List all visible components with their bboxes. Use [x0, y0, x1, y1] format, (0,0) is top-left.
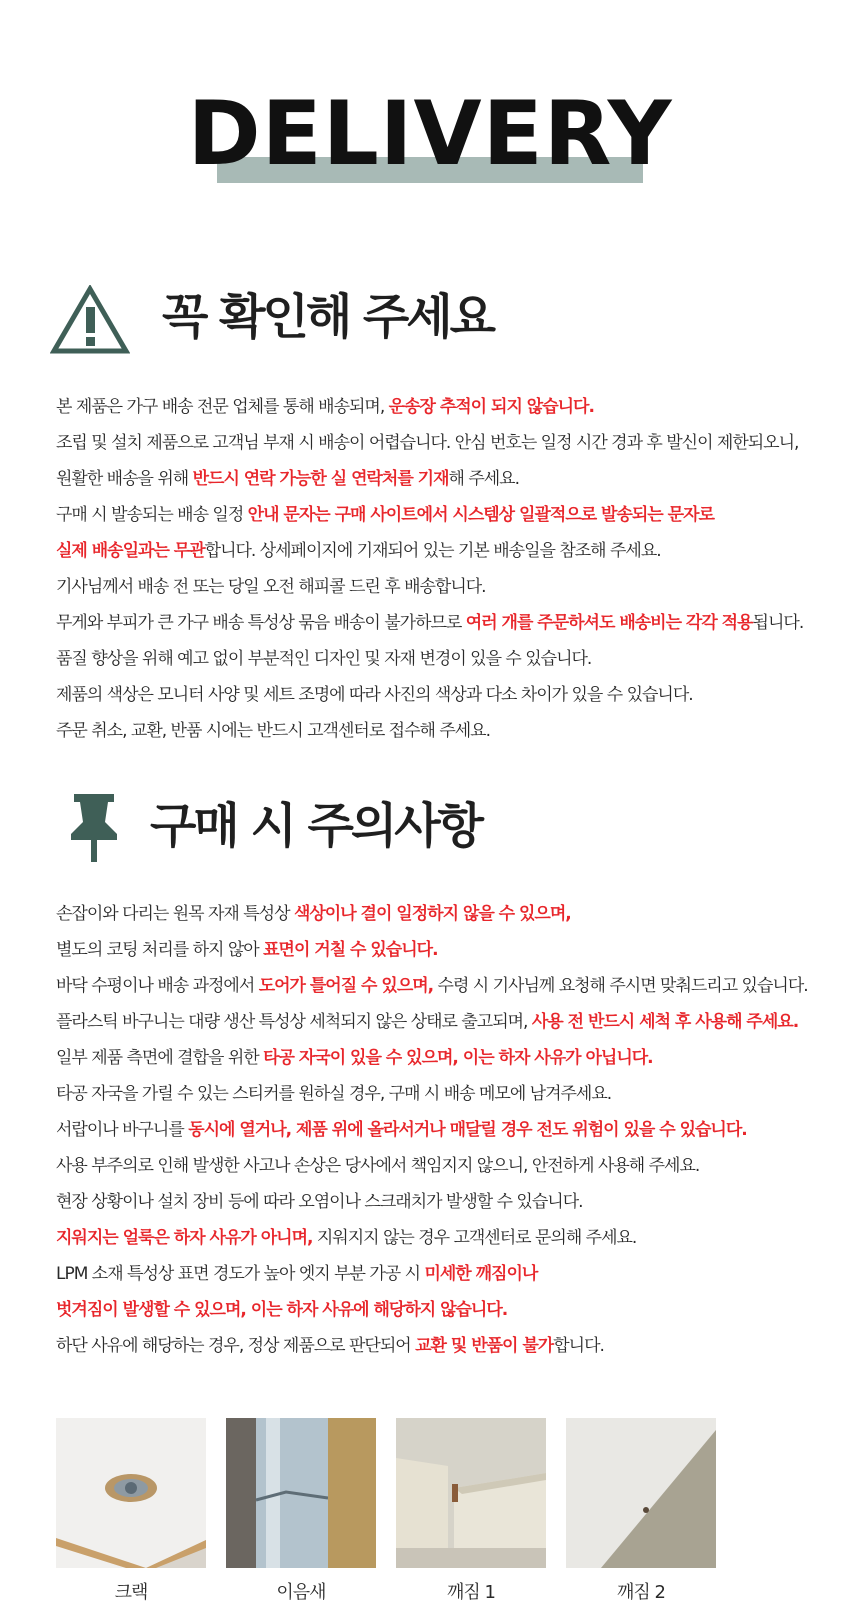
body-text: 일부 제품 측면에 결합을 위한 [56, 1048, 264, 1068]
photo-chip-1 [396, 1418, 546, 1604]
notice-line [56, 641, 846, 677]
notice-line [56, 461, 846, 497]
body-text: 구매 시 발송되는 배송 일정 [56, 505, 248, 525]
delivery-header [0, 0, 860, 210]
body-text: 기사님께서 배송 전 또는 당일 오전 해피콜 드린 후 배송합니다. [56, 577, 486, 597]
caution-line [56, 896, 846, 932]
body-text: 본 제품은 가구 배송 전문 업체를 통해 배송되며, [56, 397, 389, 417]
body-text: 플라스틱 바구니는 대량 생산 특성상 세척되지 않은 상태로 출고되며, [56, 1012, 532, 1032]
body-text: 됩니다. [752, 613, 804, 633]
highlight-text: 표면이 거칠 수 있습니다. [263, 940, 438, 960]
body-text: 수령 시 기사님께 요청해 주시면 맞춰드리고 있습니다. [433, 976, 808, 996]
highlight-text: 운송장 추적이 되지 않습니다. [388, 397, 594, 417]
caution-line [56, 1148, 846, 1184]
photo-caption: 이음새 [276, 1582, 326, 1603]
notice-section-header [50, 285, 510, 365]
photo-caption: 깨짐 2 [617, 1582, 665, 1603]
body-text: 타공 자국을 가릴 수 있는 스티커를 원하실 경우, 구매 시 배송 메모에 남겨주세요. [56, 1084, 612, 1104]
highlight-text: 색상이나 결이 일정하지 않을 수 있으며, [293, 904, 571, 924]
caution-line [56, 1220, 846, 1256]
caution-line [56, 1256, 846, 1292]
notice-line [56, 605, 846, 641]
notice-line [56, 425, 846, 461]
pushpin-icon [64, 792, 124, 864]
body-text: 조립 및 설치 제품으로 고객님 부재 시 배송이 어렵습니다. 안심 번호는 일정 시간 경과 후 발신이 제한되오니, [56, 433, 799, 453]
caution-line [56, 1184, 846, 1220]
photo-crack [56, 1418, 206, 1604]
notice-line [56, 533, 846, 569]
caution-line [56, 1328, 846, 1364]
body-text: 현장 상황이나 설치 장비 등에 따라 오염이나 스크래치가 발생할 수 있습니다. [56, 1192, 583, 1212]
body-text: 무게와 부피가 큰 가구 배송 특성상 묶음 배송이 불가하므로 [56, 613, 466, 633]
caution-line [56, 1076, 846, 1112]
notice-list [56, 389, 846, 749]
chip-1-image [396, 1418, 546, 1568]
highlight-text: 반드시 연락 가능한 실 연락처를 기재 [192, 469, 449, 489]
body-text: 합니다. 상세페이지에 기재되어 있는 기본 배송일을 참조해 주세요. [204, 541, 661, 561]
caution-line [56, 1040, 846, 1076]
body-text: 해 주세요. [448, 469, 520, 489]
highlight-text: 사용 전 반드시 세척 후 사용해 주세요. [531, 1012, 799, 1032]
caution-line [56, 1292, 846, 1328]
notice-line [56, 677, 846, 713]
caution-line [56, 1112, 846, 1148]
warning-triangle-icon [50, 285, 130, 355]
body-text: 사용 부주의로 인해 발생한 사고나 손상은 당사에서 책임지지 않으니, 안전하게 사용해 주세요. [56, 1156, 700, 1176]
defect-photo-gallery [56, 1418, 716, 1608]
photo-caption: 크랙 [114, 1582, 148, 1603]
body-text: 지워지지 않는 경우 고객센터로 문의해 주세요. [312, 1228, 637, 1248]
photo-chip-2 [566, 1418, 716, 1604]
notice-line [56, 713, 846, 749]
body-text: 주문 취소, 교환, 반품 시에는 반드시 고객센터로 접수해 주세요. [56, 721, 490, 741]
highlight-text: 여러 개를 주문하셔도 배송비는 각각 적용 [465, 613, 753, 633]
highlight-text: 안내 문자는 구매 사이트에서 시스템상 일괄적으로 발송되는 문자로 [247, 505, 714, 525]
highlight-text: 실제 배송일과는 무관 [56, 541, 205, 561]
body-text: 합니다. [553, 1336, 604, 1356]
body-text: 별도의 코팅 처리를 하지 않아 [56, 940, 264, 960]
photo-seam [226, 1418, 376, 1604]
highlight-text: 지워지는 얼룩은 하자 사유가 아니며, [56, 1228, 313, 1248]
highlight-text: 동시에 열거나, 제품 위에 올라서거나 매달릴 경우 전도 위험이 있을 수 있습니다. [188, 1120, 747, 1140]
body-text: 바닥 수평이나 배송 과정에서 [56, 976, 259, 996]
highlight-text: 타공 자국이 있을 수 있으며, 이는 하자 사유가 아닙니다. [263, 1048, 653, 1068]
body-text: LPM 소재 특성상 표면 경도가 높아 엣지 부분 가공 시 [56, 1264, 425, 1284]
caution-list [56, 896, 846, 1364]
notice-line [56, 569, 846, 605]
body-text: 제품의 색상은 모니터 사양 및 세트 조명에 따라 사진의 색상과 다소 차이가 있을 수 있습니다. [56, 685, 693, 705]
body-text: 손잡이와 다리는 원목 자재 특성상 [56, 904, 294, 924]
caution-line [56, 932, 846, 968]
caution-line [56, 968, 846, 1004]
highlight-text: 미세한 깨짐이나 [424, 1264, 538, 1284]
seam-image [226, 1418, 376, 1568]
body-text: 원활한 배송을 위해 [56, 469, 193, 489]
crack-image [56, 1418, 206, 1568]
body-text: 품질 향상을 위해 예고 없이 부분적인 디자인 및 자재 변경이 있을 수 있습니다. [56, 649, 592, 669]
notice-line [56, 497, 846, 533]
body-text: 서랍이나 바구니를 [56, 1120, 189, 1140]
caution-title: 구매 시 주의사항 [150, 798, 481, 854]
highlight-text: 교환 및 반품이 불가 [415, 1336, 554, 1356]
body-text: 하단 사유에 해당하는 경우, 정상 제품으로 판단되어 [56, 1336, 416, 1356]
notice-title: 꼭 확인해 주세요 [162, 289, 493, 345]
chip-2-image [566, 1418, 716, 1568]
highlight-text: 도어가 틀어질 수 있으며, [258, 976, 434, 996]
caution-section-header [50, 792, 510, 872]
highlight-text: 벗겨짐이 발생할 수 있으며, 이는 하자 사유에 해당하지 않습니다. [56, 1300, 508, 1320]
photo-caption: 깨짐 1 [447, 1582, 495, 1603]
notice-line [56, 389, 846, 425]
page-title: DELIVERY [187, 82, 673, 185]
caution-line [56, 1004, 846, 1040]
